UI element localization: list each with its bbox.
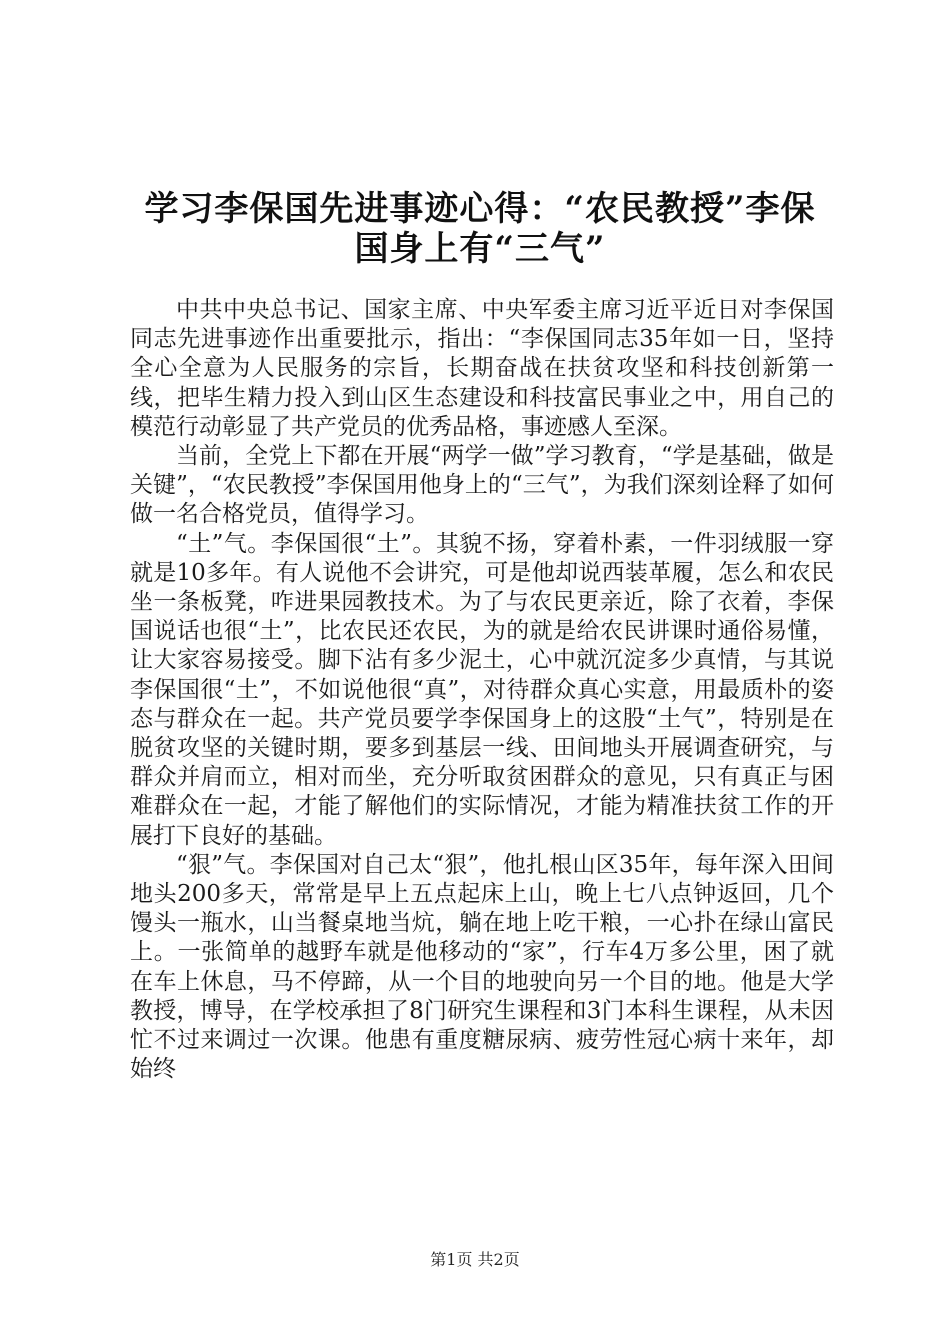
paragraph: 中共中央总书记、国家主席、中央军委主席习近平近日对李保国同志先进事迹作出重要批示，指出：“李保国同志35年如一日，坚持全心全意为人民服务的宗旨，长期奋战在扶贫攻坚和科技创新第一线，把毕生精力投入到山区生态建设和科技富民事业之中，用自己的模范行动彰显了共产党员的优秀品格，事迹感人至深。 (130, 297, 834, 440)
paragraph: 当前，全党上下都在开展“两学一做”学习教育，“学是基础，做是关键”，“农民教授”李保国用他身上的“三气”，为我们深刻诠释了如何做一名合格党员，值得学习。 (130, 443, 834, 528)
document-title-line-1: 学习李保国先进事迹心得：“农民教授”李保 (144, 189, 816, 229)
document-title-line-2: 国身上有“三气” (354, 229, 606, 269)
document-body (130, 296, 834, 1084)
page-number-footer: 第1页 共2页 (430, 1250, 520, 1269)
paragraph: “狠”气。李保国对自己太“狠”，他扎根山区35年，每年深入田间地头200多天，常常是早上五点起床上山，晚上七八点钟返回，几个馒头一瓶水，山当餐桌地当炕，躺在地上吃干粮，一心扑在绿山富民上。一张简单的越野车就是他移动的“家”，行车4万多公里，困了就在车上休息，马不停蹄，从一个目的地驶向另一个目的地。他是大学教授，博导，在学校承担了8门研究生课程和3门本科生课程，从未因忙不过来调过一次课。他患有重度糖尿病、疲劳性冠心病十来年，却始终 (130, 851, 834, 1083)
paragraph: “土”气。李保国很“土”。其貌不扬，穿着朴素，一件羽绒服一穿就是10多年。有人说他不会讲究，可是他却说西装革履，怎么和农民坐一条板凳，咋进果园教技术。为了与农民更亲近，除了衣着，李保国说话也很“土”，比农民还农民，为的就是给农民讲课时通俗易懂，让大家容易接受。脚下沾有多少泥土，心中就沉淀多少真情，与其说李保国很“土”，不如说他很“真”，对待群众真心实意，用最质朴的姿态与群众在一起。共产党员要学李保国身上的这股“土气”，特别是在脱贫攻坚的关键时期，要多到基层一线、田间地头开展调查研究，与群众并肩而立，相对而坐，充分听取贫困群众的意见，只有真正与困难群众在一起，才能了解他们的实际情况，才能为精准扶贫工作的开展打下良好的基础。 (130, 530, 834, 849)
